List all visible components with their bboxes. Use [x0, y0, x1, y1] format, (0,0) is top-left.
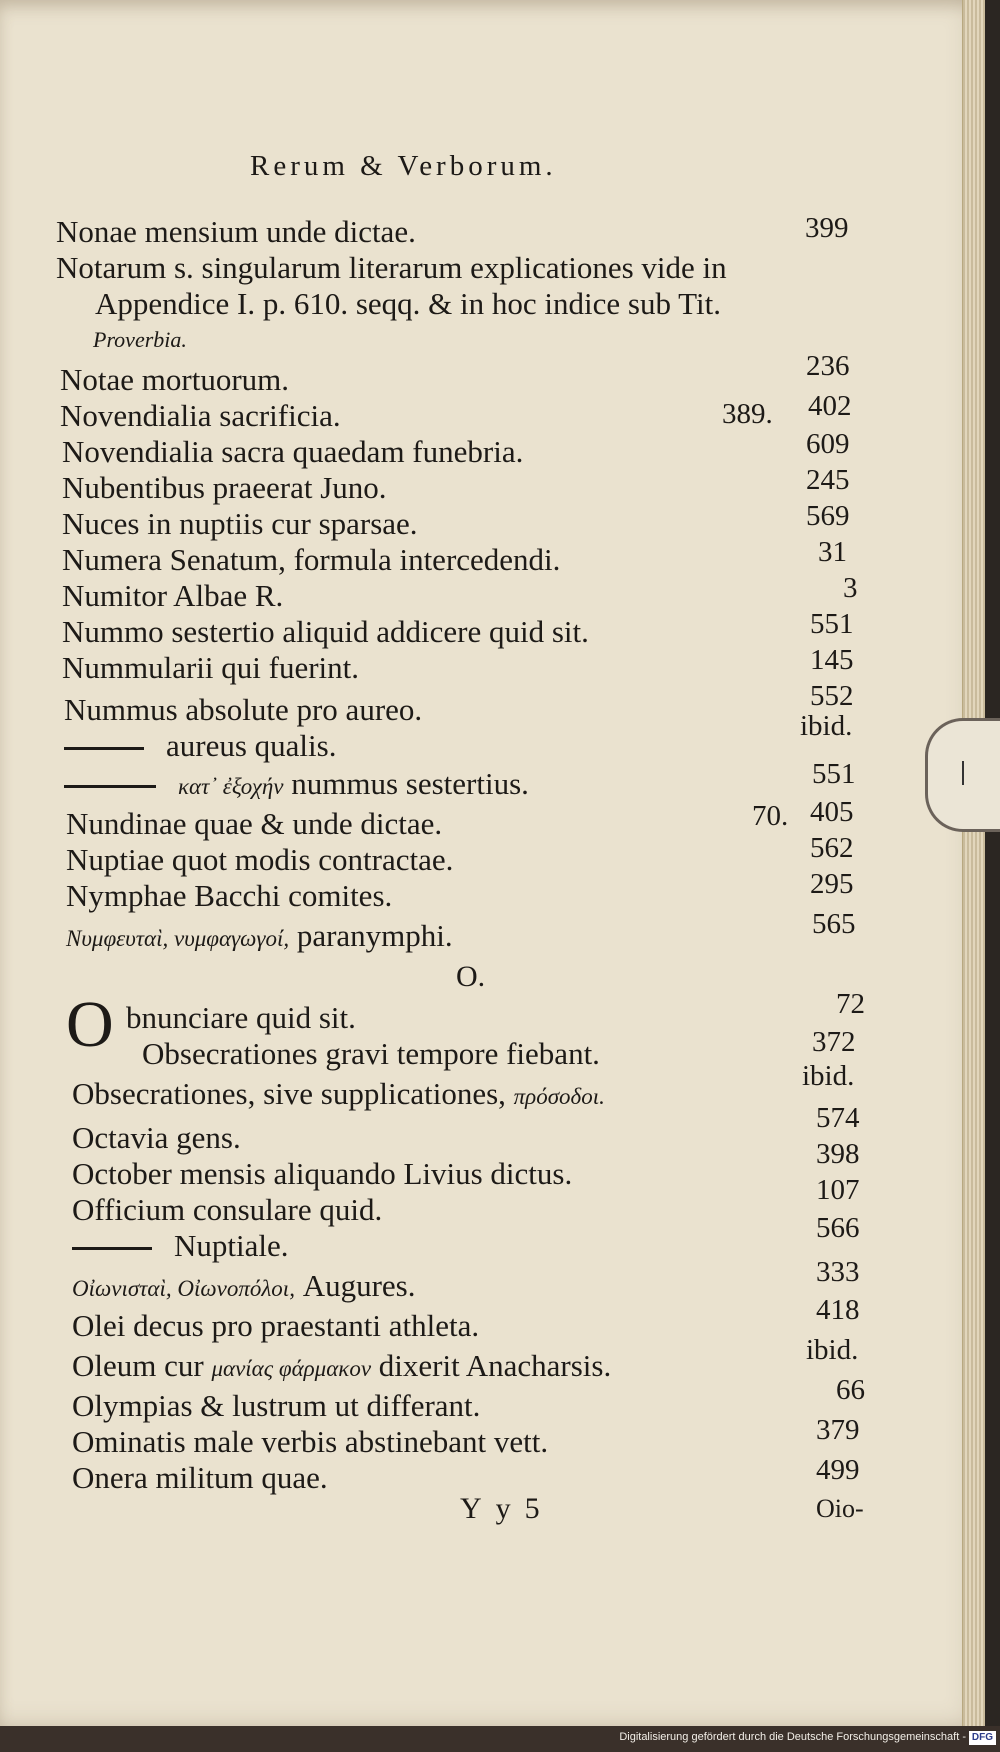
page-number: ibid. [800, 710, 853, 742]
index-entry: Nubentibus praeerat Juno. [62, 470, 387, 505]
index-entry: Novendialia sacrificia. [60, 398, 341, 433]
page-number: 499 [816, 1454, 860, 1486]
page-number: 295 [810, 868, 854, 900]
page-number: 398 [816, 1138, 860, 1170]
page-number: 552 [810, 680, 854, 712]
page-number: ibid. [806, 1334, 859, 1366]
page-number: 562 [810, 832, 854, 864]
index-entry: Numera Senatum, formula intercedendi. [62, 542, 561, 577]
running-head: Rerum & Verborum. [250, 150, 557, 182]
index-entry-continuation: Proverbia. [93, 327, 187, 352]
index-entry: October mensis aliquando Livius dictus. [72, 1156, 573, 1191]
page-number: 333 [816, 1256, 860, 1288]
ditto-dash [64, 785, 156, 788]
index-entry: κατ᾽ ἐξοχήν nummus sestertius. [64, 766, 529, 805]
ditto-dash [64, 747, 144, 750]
page-number: 379 [816, 1414, 860, 1446]
index-entry: Nummularii qui fuerint. [62, 650, 360, 685]
index-entry: Nymphae Bacchi comites. [66, 878, 393, 913]
index-entry: Nundinae quae & unde dictae. [66, 806, 443, 841]
index-entry: Novendialia sacra quaedam funebria. [62, 434, 524, 469]
bookmark-tab [925, 718, 1000, 832]
index-entry-continuation: Appendice I. p. 610. seqq. & in hoc indice sub Tit. [95, 286, 721, 321]
page-number: ibid. [802, 1060, 855, 1092]
index-entry: Obsecrationes gravi tempore fiebant. [142, 1036, 600, 1071]
index-entry: Nuptiae quot modis contractae. [66, 842, 454, 877]
digitization-credit: Digitalisierung gefördert durch die Deutsche Forschungsgemeinschaft - [619, 1731, 966, 1743]
drop-cap: O [66, 988, 114, 1061]
page-number: 236 [806, 350, 850, 382]
index-entry: Officium consulare quid. [72, 1192, 383, 1227]
page-number: 609 [806, 428, 850, 460]
page-number: 66 [836, 1374, 865, 1406]
index-entry: Ominatis male verbis abstinebant vett. [72, 1424, 549, 1459]
page-number: 565 [812, 908, 856, 940]
page-number: 418 [816, 1294, 860, 1326]
page-number: 551 [812, 758, 856, 790]
page-number: 245 [806, 464, 850, 496]
page-number: 372 [812, 1026, 856, 1058]
index-entry: Numitor Albae R. [62, 578, 284, 613]
page-number: 569 [806, 500, 850, 532]
page-number: 145 [810, 644, 854, 676]
page-number: 70. [752, 800, 789, 832]
page-number: 399 [805, 212, 849, 244]
index-entry: Notarum s. singularum literarum explicationes vide in [56, 250, 727, 285]
index-entry: Olei decus pro praestanti athleta. [72, 1308, 480, 1343]
ditto-dash [72, 1247, 152, 1250]
index-entry: Οἰωνισταὶ, Οἰωνοπόλοι, Augures. [72, 1268, 416, 1303]
signature-mark: Yy5 [460, 1492, 554, 1525]
index-entry: Olympias & lustrum ut differant. [72, 1388, 481, 1423]
index-entry: Nuces in nuptiis cur sparsae. [62, 506, 418, 541]
index-entry: Onera militum quae. [72, 1460, 328, 1495]
page-number: 551 [810, 608, 854, 640]
index-entry: Oleum cur μανίας φάρμακον dixerit Anacharsis. [72, 1348, 612, 1383]
index-entry: Nummus absolute pro aureo. [64, 692, 423, 727]
page-number: 31 [818, 536, 847, 568]
page-number: 566 [816, 1212, 860, 1244]
page-number: 402 [808, 390, 852, 422]
page-number: 3 [843, 572, 858, 604]
page-number: 107 [816, 1174, 860, 1206]
page-number: 72 [836, 988, 865, 1020]
index-entry: Nonae mensium unde dictae. [56, 214, 416, 249]
credit-bar [0, 1726, 1000, 1752]
index-entry: Νυμφευταὶ, νυμφαγωγοί, paranymphi. [66, 918, 453, 953]
index-entry: Nummo sestertio aliquid addicere quid sit. [62, 614, 589, 649]
dfg-logo: DFG [969, 1731, 996, 1745]
catchword: Oio- [816, 1494, 864, 1523]
index-entry: bnunciare quid sit. [126, 1000, 356, 1035]
section-letter: O. [456, 960, 486, 993]
index-entry: Obsecrationes, sive supplicationes, πρόσοδοι. [72, 1076, 605, 1111]
page-number: 405 [810, 796, 854, 828]
index-entry: Octavia gens. [72, 1120, 241, 1155]
index-entry: Nuptiale. [72, 1228, 289, 1264]
page-edge [962, 0, 985, 1726]
page-number: 389. [722, 398, 773, 430]
page-number: 574 [816, 1102, 860, 1134]
index-entry: Notae mortuorum. [60, 362, 290, 397]
index-entry: aureus qualis. [64, 728, 336, 764]
